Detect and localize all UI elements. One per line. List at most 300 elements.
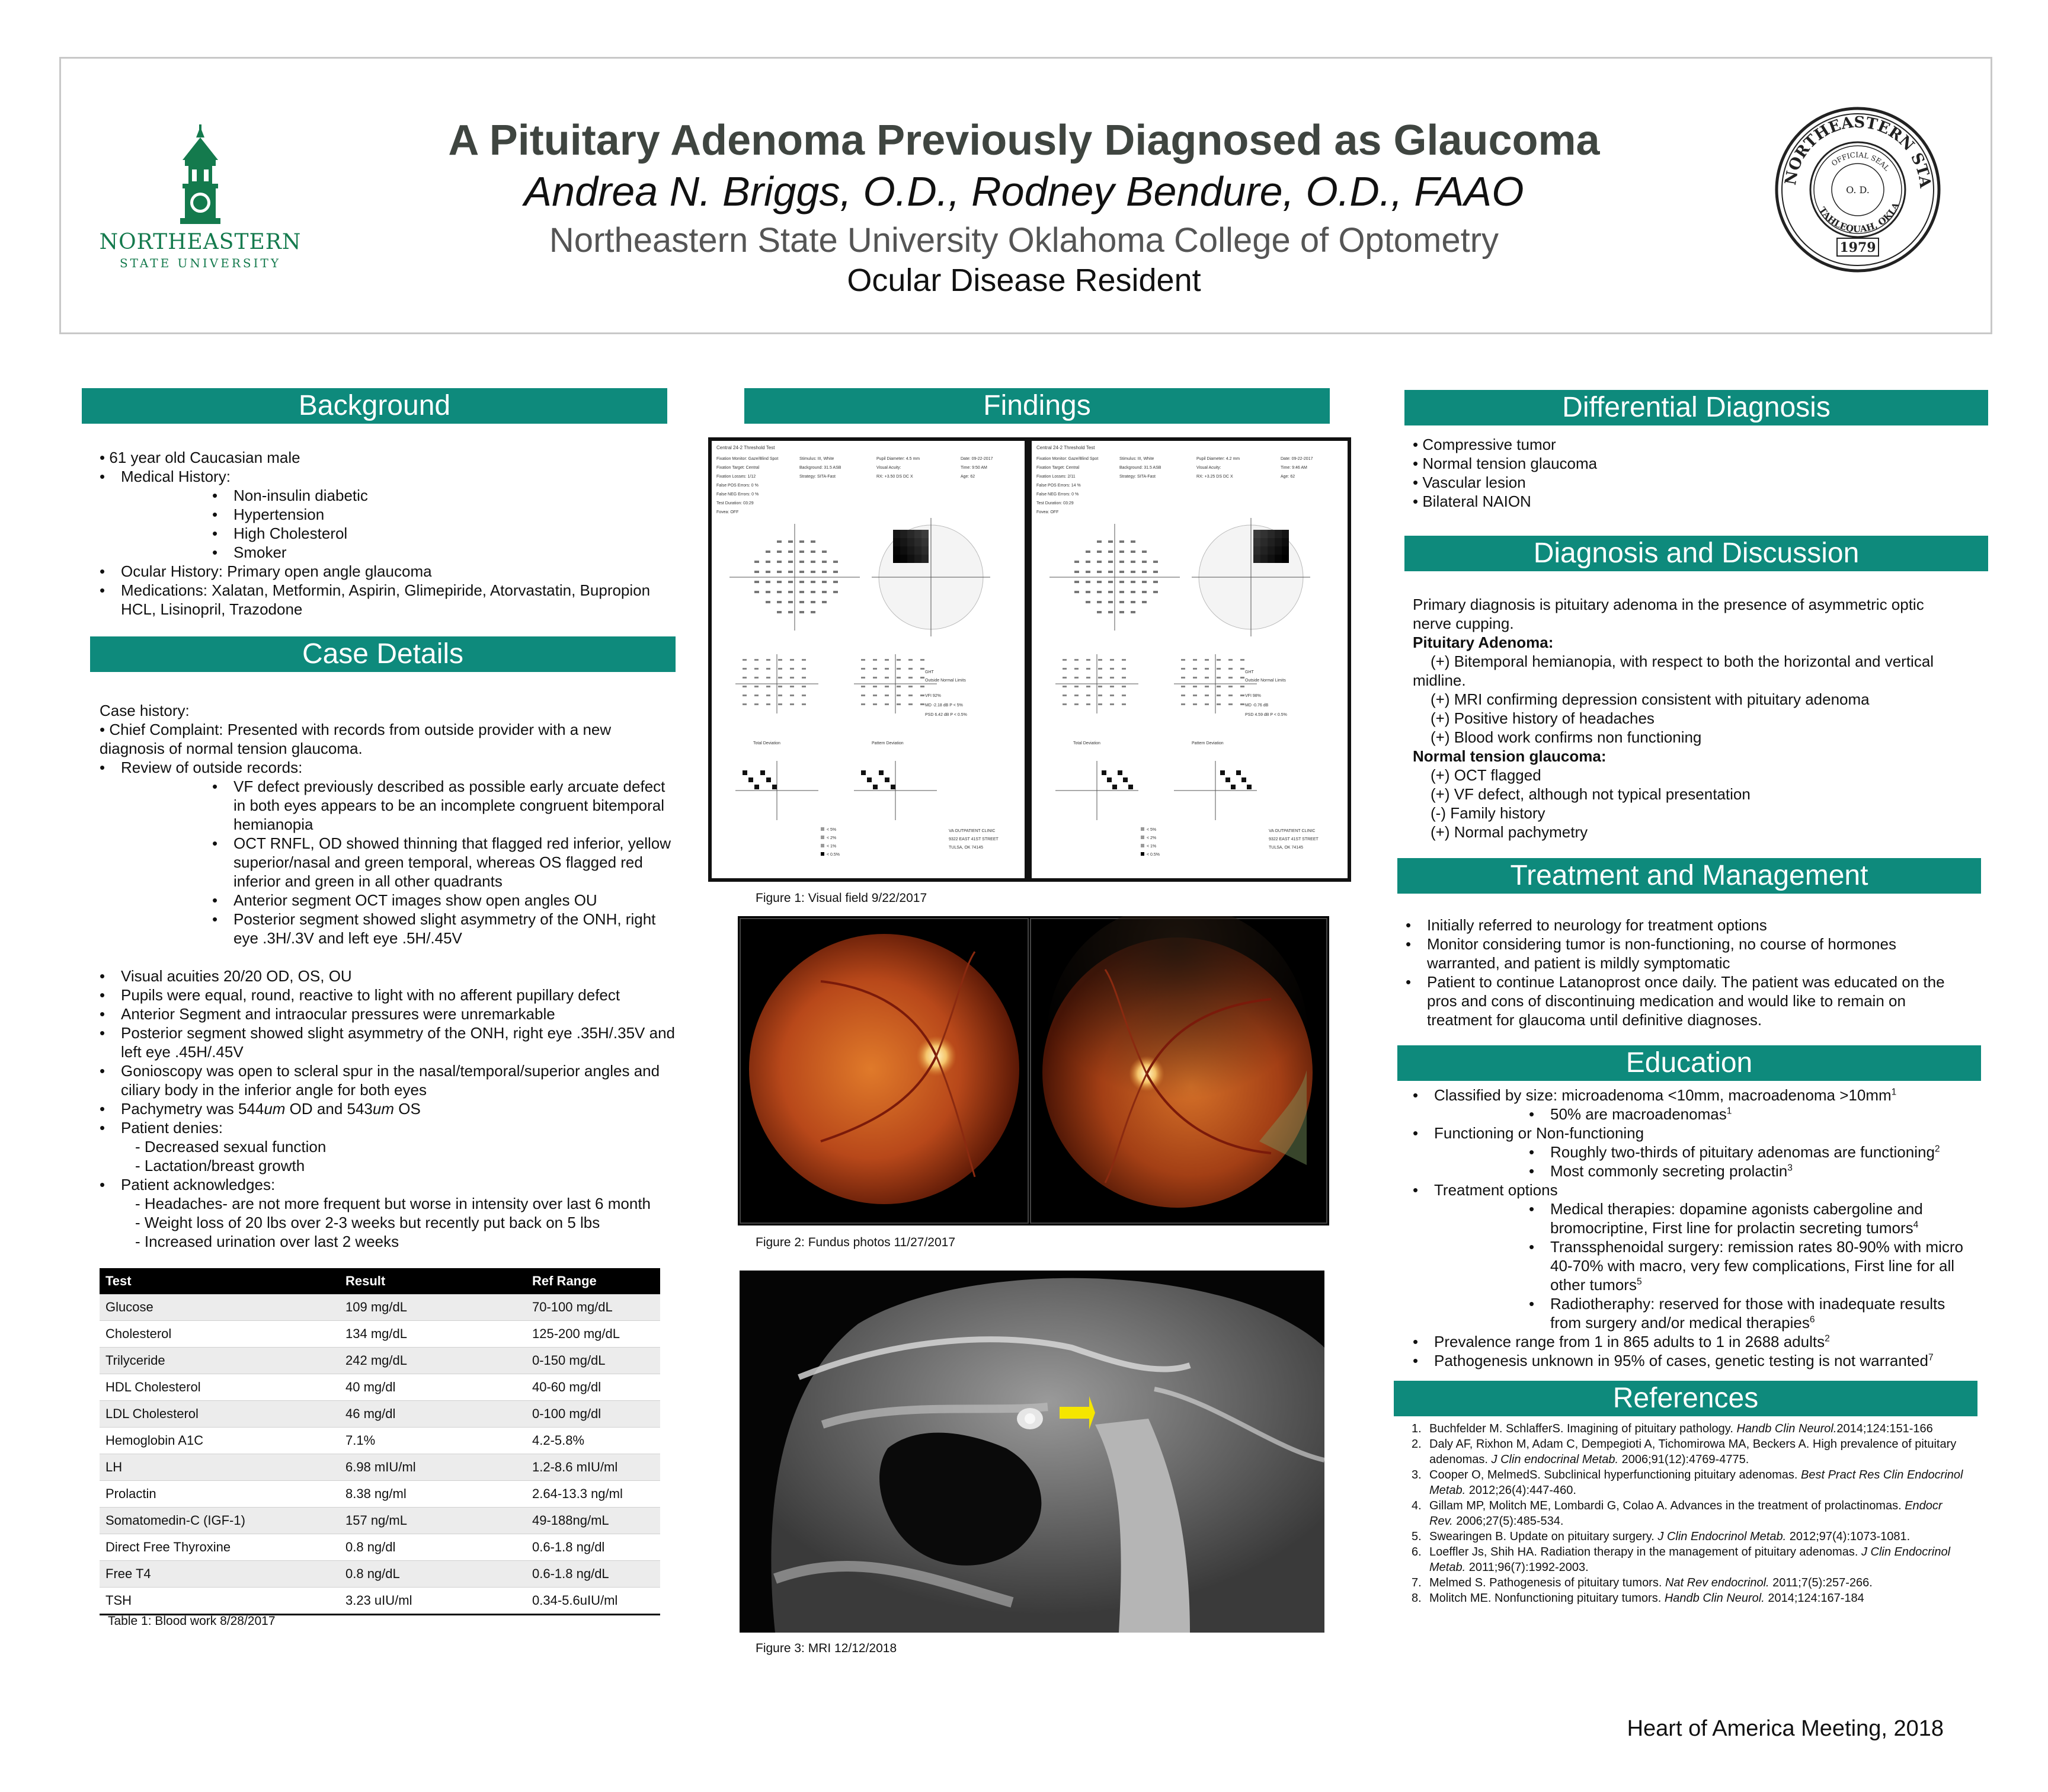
vf-mark (1097, 601, 1102, 603)
education-heading: Education (1397, 1045, 1981, 1081)
table-cell: TSH (100, 1588, 340, 1615)
vf-mark (1119, 591, 1124, 593)
vf-mark (1275, 530, 1282, 538)
vf-mark (778, 703, 782, 705)
vf-mark (900, 530, 907, 538)
references-heading: References (1394, 1381, 1977, 1416)
vf-mark (1074, 591, 1079, 593)
vf-mark (1110, 703, 1114, 705)
list-item: • Anterior segment OCT images show open angles OU (212, 891, 680, 910)
vf-mark (861, 668, 865, 670)
poster-institution: Northeastern State University Oklahoma College of Optometry (549, 221, 1499, 260)
vf-mark (921, 546, 929, 555)
vf-mark (766, 551, 770, 553)
vf-mark (822, 551, 827, 553)
vf-mark (754, 703, 759, 705)
vf-mark (861, 695, 865, 696)
vf-mark (1063, 695, 1067, 696)
treatment-heading: Treatment and Management (1397, 858, 1981, 894)
poster-authors: Andrea N. Briggs, O.D., Rodney Bendure, O.D., FAAO (524, 168, 1524, 215)
chief-complaint: • Chief Complaint: Presented with records from outside provider with a new (100, 721, 612, 738)
vf-mark (811, 591, 815, 593)
vf-mark (1123, 777, 1128, 782)
vf-info: Strategy: SITA-Fast (1119, 475, 1156, 479)
vf-mark (1097, 591, 1102, 593)
vf-mark (1086, 703, 1090, 705)
vf-mark (1260, 546, 1268, 555)
vf-mark (1181, 659, 1185, 661)
vf-mark (897, 659, 901, 661)
vf-mark (1193, 695, 1197, 696)
vf-mark (811, 601, 815, 603)
vf-info: Fixation Target: Central (1036, 466, 1080, 470)
vf-mark (833, 561, 838, 563)
vf-stat: VFI 98% (1245, 694, 1261, 698)
vf-mark (920, 703, 924, 705)
vf-mark (1142, 601, 1147, 603)
vf-info: Pupil Diameter: 4.2 mm (1196, 457, 1240, 461)
vf-mark (1253, 546, 1260, 555)
vf-mark (1240, 659, 1244, 661)
vf-mark (766, 695, 770, 696)
vf-mark (811, 611, 815, 613)
vf-mark (766, 561, 770, 563)
table-cell: 0.6-1.8 ng/dl (526, 1534, 660, 1561)
vf-mark (1217, 686, 1221, 687)
list-item: • Compressive tumor (1413, 436, 1556, 453)
fundus-photos (738, 916, 1329, 1225)
vf-mark (1086, 571, 1090, 573)
vf-mark (822, 581, 827, 583)
vf-legend: < 5% (1147, 828, 1157, 832)
vf-mark (1181, 686, 1185, 687)
vf-mark (1240, 677, 1244, 679)
vf-mark (1247, 785, 1252, 789)
vf-mark (907, 530, 914, 538)
vf-mark (1228, 695, 1233, 696)
vf-mark (861, 677, 865, 679)
vf-mark (754, 561, 759, 563)
vf-mark (1074, 677, 1079, 679)
list-item: (+) Bitemporal hemianopia, with respect to both the horizontal and vertical (1431, 652, 1934, 670)
table-header-row (100, 1268, 660, 1294)
vf-mark (754, 581, 759, 583)
vf-mark (1128, 785, 1133, 789)
table-cell: Cholesterol (100, 1321, 340, 1348)
vf-mark (861, 770, 866, 775)
vf-mark (908, 668, 913, 670)
vf-mark (897, 686, 901, 687)
vf-mark (1086, 695, 1090, 696)
table-cell: Somatomedin-C (IGF-1) (100, 1508, 340, 1534)
vf-mark (802, 677, 806, 679)
svg-text:TAHLEQUAH, OKLAHOMA: TAHLEQUAH, OKLA (1816, 200, 1902, 235)
mri-scan (740, 1271, 1324, 1633)
vf-mark (867, 777, 872, 782)
column-header: Test (100, 1268, 340, 1294)
vf-stat: VFI 92% (925, 694, 941, 698)
list-item: - Headaches- are not more frequent but worse in intensity over last 6 month (135, 1195, 651, 1212)
vf-mark (1119, 601, 1124, 603)
vf-stat: PSD 4.59 dB P < 0.5% (1245, 713, 1287, 717)
vf-mark (754, 659, 759, 661)
table-row (100, 1534, 660, 1561)
vf-mark (777, 551, 782, 553)
vf-mark (1086, 581, 1090, 583)
vf-info: Age: 62 (1281, 475, 1295, 479)
table-cell: Direct Free Thyroxine (100, 1534, 340, 1561)
vf-mark (921, 538, 929, 546)
reference-item: 2. Daly AF, Rixhon M, Adam C, Dempegioti A, Tichomirowa MA, Beckers A. High prevalence of pituitary adenomas. J Clin endocrinal Metab. 2006;91(12):4769-4775. (1412, 1438, 1957, 1466)
vf-mark (1131, 591, 1135, 593)
vf-mark (914, 530, 921, 538)
vf-mark (1260, 538, 1268, 546)
vf-mark (1282, 546, 1289, 555)
reference-item: 3. Cooper O, MelmedS. Subclinical hyperfunctioning pituitary adenomas. Best Pract Res Clin Endocrinol Metab. 2012;26(4):447-460. (1412, 1468, 1963, 1497)
vf-mark (799, 540, 804, 543)
vf-mark (1108, 581, 1113, 583)
vf-mark (1205, 695, 1209, 696)
vf-mark (790, 668, 794, 670)
vf-mark (1225, 777, 1230, 782)
list-item: • Smoker (212, 543, 686, 562)
vf-mark (1253, 555, 1260, 563)
vf-mark (1181, 695, 1185, 696)
vf-mark (777, 540, 782, 543)
vf-mark (788, 540, 793, 543)
table-cell: 125-200 mg/dL (526, 1321, 660, 1348)
list-item: (+) VF defect, although not typical presentation (1431, 785, 1751, 803)
list-item: (+) OCT flagged (1431, 766, 1541, 784)
list-item: • Pachymetry was 544um OD and 543um OS (100, 1099, 680, 1118)
list-item: • Most commonly secreting prolactin$^3$ (1529, 1161, 1964, 1180)
list-item: HCL, Lisinopril, Trazodone (121, 600, 303, 618)
vf-mark (1086, 601, 1090, 603)
table-cell: Trilyceride (100, 1348, 340, 1374)
vf-mark (1074, 571, 1079, 573)
vf-stat: PSD 6.42 dB P < 0.5% (925, 713, 967, 717)
background-text (100, 448, 686, 619)
vf-mark (908, 677, 913, 679)
vf-info: Background: 31.5 ASB (1119, 466, 1161, 470)
vf-mark (1205, 659, 1209, 661)
list-item: • Vascular lesion (1413, 473, 1526, 491)
table-cell: 242 mg/dL (340, 1348, 526, 1374)
vf-mark (893, 546, 900, 555)
findings-heading: Findings (744, 388, 1330, 424)
reference-item: 6. Loeffler Js, Shih HA. Radiation therapy in the management of pituitary adenomas. J Clin Endocrinol Metab. 2011;96(7):1992-2003. (1412, 1545, 1951, 1574)
vf-mark (1193, 703, 1197, 705)
table-cell: 7.1% (340, 1428, 526, 1454)
vf-mark (908, 703, 913, 705)
blood-work-table (100, 1268, 660, 1615)
vf-mark (766, 571, 770, 573)
vf-mark (1110, 677, 1114, 679)
vf-mark (811, 551, 815, 553)
vf-mark (885, 695, 889, 696)
vf-mark (1108, 591, 1113, 593)
svg-text:1979: 1979 (1839, 240, 1876, 255)
vf-mark (743, 659, 747, 661)
vf-mark (1240, 668, 1244, 670)
vf-mark (1181, 703, 1185, 705)
vf-mark (907, 546, 914, 555)
vf-mark (921, 530, 929, 538)
table-cell: HDL Cholesterol (100, 1374, 340, 1401)
vf-mark (1205, 677, 1209, 679)
vf-mark (1108, 571, 1113, 573)
table-cell: LH (100, 1454, 340, 1481)
vf-mark (1236, 770, 1241, 775)
vf-mark (1217, 659, 1221, 661)
diagnosis-heading: Diagnosis and Discussion (1404, 536, 1988, 571)
vf-mark (1205, 668, 1209, 670)
vf-mark (1142, 581, 1147, 583)
vf-mark (778, 668, 782, 670)
vf-info: Time: 9:50 AM (961, 466, 987, 470)
vf-legend-swatch (1141, 844, 1144, 847)
vf-mark (1119, 611, 1124, 613)
vf-legend: < 5% (827, 828, 837, 832)
vf-mark (1086, 686, 1090, 687)
vf-mark (1260, 555, 1268, 563)
vf-mark (1205, 686, 1209, 687)
logo-subtitle: STATE UNIVERSITY (119, 256, 281, 270)
vf-mark (1240, 695, 1244, 696)
vf-mark (799, 561, 804, 563)
vf-mark (1142, 571, 1147, 573)
vf-mark (1228, 677, 1233, 679)
vf-mark (1181, 668, 1185, 670)
svg-text:NORTHEASTERN STATE UNIVERSITY: NORTHEASTERN STA (1781, 113, 1934, 188)
vf-info: Stimulus: III, White (799, 457, 834, 461)
vf-info: False NEG Errors: 0 % (716, 492, 759, 497)
list-item: - Decreased sexual function (135, 1138, 327, 1156)
vf-info: Stimulus: III, White (1119, 457, 1154, 461)
list-item: • 50% are macroadenomas$^1$ (1529, 1105, 1964, 1124)
vf-label: GHT (1245, 670, 1254, 674)
vf-mark (777, 611, 782, 613)
list-item: • Radiotheraphy: reserved for those with inadequate results from surgery and/or medical therapies$^6$ (1529, 1294, 1964, 1332)
vf-mark (893, 555, 900, 563)
vf-mark (1098, 668, 1102, 670)
vf-mark (1074, 659, 1079, 661)
fundus-images (738, 916, 1329, 1225)
vf-stat: MD -0.76 dB (1245, 703, 1269, 708)
vf-mark (1268, 538, 1275, 546)
vf-mark (1282, 538, 1289, 546)
list-item: • Posterior segment showed slight asymmetry of the ONH, right eye .3H/.3V and left eye .5H/.45V (212, 910, 680, 948)
vf-clinic: VA OUTPATIENT CLINIC (949, 829, 996, 833)
vf-mark (822, 571, 827, 573)
vf-mark (788, 601, 793, 603)
reference-item: 8. Molitch ME. Nonfunctioning pituitary tumors. Handb Clin Neurol. 2014;124:167-184 (1412, 1592, 1864, 1605)
poster-title: A Pituitary Adenoma Previously Diagnosed as Glaucoma (448, 117, 1600, 164)
list-item: • Posterior segment showed slight asymmetry of the ONH, right eye .35H/.35V and left eye .45H/.45V (100, 1023, 680, 1061)
vf-mark (1074, 695, 1079, 696)
vf-label: Outside Normal Limits (925, 679, 966, 683)
vf-mark (1268, 555, 1275, 563)
vf-mark (743, 677, 747, 679)
table-cell: 6.98 mIU/ml (340, 1454, 526, 1481)
vf-mark (1119, 571, 1124, 573)
vf-mark (788, 591, 793, 593)
vf-mark (799, 591, 804, 593)
vf-mark (891, 785, 895, 789)
list-item: • Normal tension glaucoma (1413, 455, 1598, 472)
vf-info: Pupil Diameter: 4.5 mm (876, 457, 920, 461)
column-header: Result (340, 1268, 526, 1294)
vf-mark (778, 677, 782, 679)
vf-mark (1122, 659, 1126, 661)
vf-mark (822, 591, 827, 593)
vf-label: GHT (925, 670, 934, 674)
reference-item: 1. Buchfelder M. SchlafferS. Imagining of pituitary pathology. Handb Clin Neurol.2014;124:151-166 (1412, 1422, 1933, 1435)
vf-info: RX: +3.50 DS DC X (876, 475, 913, 479)
figure-3-caption: Figure 3: MRI 12/12/2018 (756, 1641, 897, 1655)
vf-label: Pattern Deviation (1192, 741, 1224, 745)
list-item: (+) MRI confirming depression consistent with pituitary adenoma (1431, 690, 1870, 708)
list-item: (+) Positive history of headaches (1431, 709, 1655, 727)
vf-mark (1074, 561, 1079, 563)
logo-wordmark: NORTHEASTERN (99, 230, 302, 254)
background-heading: Background (82, 388, 667, 424)
list-item: (-) Family history (1431, 804, 1545, 822)
vf-mark (914, 546, 921, 555)
vf-mark (900, 555, 907, 563)
vf-mark (893, 530, 900, 538)
list-item: • Non-insulin diabetic (212, 486, 686, 505)
list-item: • Transsphenoidal surgery: remission rates 80-90% with micro 40-70% with macro, very few complications, First line for all other tumors$^5$ (1529, 1237, 1964, 1294)
vf-mark (778, 659, 782, 661)
vf-mark (1260, 530, 1268, 538)
table-cell: 3.23 uIU/ml (340, 1588, 526, 1615)
diagnosis-intro-cont: nerve cupping. (1413, 615, 1514, 632)
list-item: • Gonioscopy was open to scleral spur in the nasal/temporal/superior angles and ciliary body in the inferior angle for both eyes (100, 1061, 680, 1099)
vf-mark (1110, 659, 1114, 661)
vf-mark (1098, 695, 1102, 696)
vf-mark (1253, 530, 1260, 538)
vf-info: Fixation Target: Central (716, 466, 760, 470)
table-row (100, 1321, 660, 1348)
table-cell: 0.6-1.8 ng/dL (526, 1561, 660, 1588)
list-item: • Ocular History: Primary open angle glaucoma (100, 562, 686, 581)
vf-legend-swatch (821, 852, 824, 856)
vf-mark (1108, 601, 1113, 603)
vf-mark (897, 668, 901, 670)
vf-mark (790, 659, 794, 661)
vf-mark (1122, 677, 1126, 679)
diagnosis-text (1413, 595, 1982, 841)
vf-mark (1122, 695, 1126, 696)
vf-mark (920, 686, 924, 687)
vf-mark (1107, 777, 1112, 782)
vf-info: False POS Errors: 14 % (1036, 484, 1081, 488)
vf-mark (1240, 703, 1244, 705)
vf-mark (1086, 551, 1090, 553)
vf-mark (1217, 668, 1221, 670)
visual-field-right (1028, 437, 1351, 882)
vf-mark (760, 770, 765, 775)
vf-legend-swatch (821, 827, 824, 831)
vf-mark (1110, 686, 1114, 687)
vf-info: False NEG Errors: 0 % (1036, 492, 1079, 497)
vf-clinic: 9322 EAST 41ST STREET (949, 837, 999, 841)
vf-mark (766, 677, 770, 679)
vf-mark (766, 777, 771, 782)
vf-mark (1142, 561, 1147, 563)
vf-mark (1119, 540, 1124, 543)
list-item: • Review of outside records: (100, 758, 680, 777)
vf-info: Visual Acuity: (876, 466, 901, 470)
table-row (100, 1481, 660, 1508)
list-item: - Weight loss of 20 lbs over 2-3 weeks but recently put back on 5 lbs (135, 1214, 600, 1231)
list-item: • Classified by size: microadenoma <10mm, macroadenoma $>10mm^1$ (1413, 1086, 1964, 1105)
vf-mark (914, 555, 921, 563)
vf-mark (1110, 668, 1114, 670)
vf-info: Test Duration: 03:29 (1036, 501, 1074, 505)
vf-header: Central 24-2 Threshold Test (1036, 445, 1095, 450)
vf-mark (1122, 668, 1126, 670)
vf-mark (1097, 551, 1102, 553)
vf-mark (1074, 703, 1079, 705)
vf-info: Fovea: OFF (1036, 510, 1059, 514)
vf-mark (788, 551, 793, 553)
table-cell: 46 mg/dl (340, 1401, 526, 1428)
vf-mark (900, 538, 907, 546)
vf-mark (1220, 770, 1225, 775)
vf-mark (1217, 695, 1221, 696)
vf-mark (1131, 581, 1135, 583)
vf-mark (1097, 571, 1102, 573)
vf-mark (754, 677, 759, 679)
vf-mark (1205, 703, 1209, 705)
vf-info: Date: 09-22-2017 (961, 457, 993, 461)
vf-mark (772, 785, 777, 789)
vf-stat: MD -2.18 dB P < 5% (925, 703, 963, 708)
vf-mark (1119, 561, 1124, 563)
vf-mark (1228, 659, 1233, 661)
vf-mark (833, 581, 838, 583)
vf-mark (1193, 659, 1197, 661)
vf-mark (1131, 601, 1135, 603)
vf-mark (1153, 561, 1158, 563)
list-item: • Medical History: (100, 467, 686, 486)
reference-item: 7. Melmed S. Pathogenesis of pituitary tumors. Nat Rev endocrinol. 2011;7(5):257-266. (1412, 1576, 1873, 1589)
vf-mark (1119, 581, 1124, 583)
vf-mark (802, 695, 806, 696)
table-cell: 2.64-13.3 ng/ml (526, 1481, 660, 1508)
education-list (1413, 1086, 1964, 1370)
vf-info: Fixation Losses: 1/12 (716, 475, 756, 479)
pituitary-label: Pituitary Adenoma: (1413, 633, 1554, 651)
vf-mark (802, 659, 806, 661)
vf-mark (811, 581, 815, 583)
table-row (100, 1428, 660, 1454)
vf-mark (897, 703, 901, 705)
list-item: (+) Normal pachymetry (1431, 823, 1588, 841)
vf-mark (777, 571, 782, 573)
vf-mark (1217, 703, 1221, 705)
vf-mark (1108, 540, 1113, 543)
vf-mark (1098, 659, 1102, 661)
vf-legend: < 1% (827, 844, 837, 849)
vf-mark (743, 686, 747, 687)
vf-mark (790, 695, 794, 696)
poster-position: Ocular Disease Resident (847, 263, 1201, 298)
vf-mark (766, 668, 770, 670)
vf-mark (1063, 677, 1067, 679)
